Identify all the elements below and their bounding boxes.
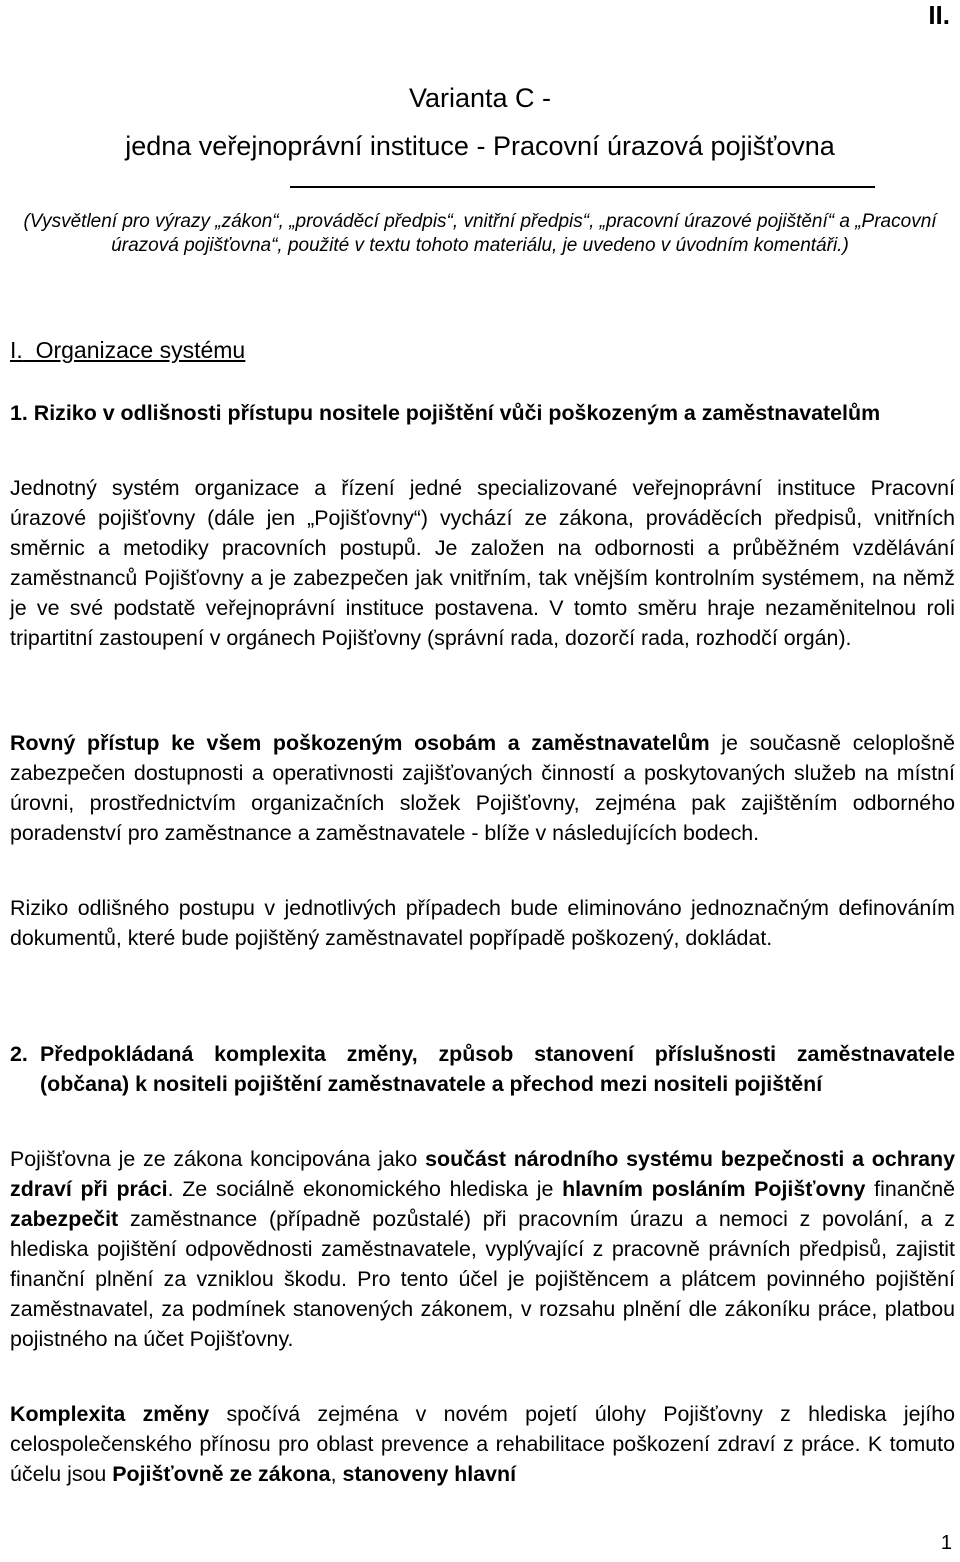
item2-p1-bold-b: součást národního systému bezpečnosti a ochrany zdraví při práci [10,1147,955,1201]
section-heading [10,337,245,364]
item2-p1-bold-f: zabezpečit [10,1207,119,1231]
explanatory-note: (Vysvětlení pro výrazy „zákon“, „prováděcí předpis“, vnitřní předpis“, „pracovní úrazové pojištění“ a „Pracovní úrazová pojišťovna“, použité v textu tohoto materiálu, je uvedeno v úvodním komentáři.) [23,211,937,256]
title-underline [290,186,875,188]
item2-number: 2. [10,1042,28,1066]
item2-heading [10,1039,955,1099]
page-title-line1: Varianta C - [408,83,552,113]
item2-p2-text-d: , [330,1462,343,1486]
item2-p2-text-b: spočívá zejména v novém pojetí úlohy Pojišťovny z hlediska jejího celospolečenského přínosu pro oblast prevence a rehabilitace poškození zdraví z práce. K tomuto účelu jsou [10,1402,955,1486]
item2-paragraph2 [10,1399,955,1489]
item2-heading-text: Předpokládaná komplexita změny, způsob stanovení příslušnosti zaměstnavatele (občana) k nositeli pojištění zaměstnavatele a přechod mezi nositeli pojištění [40,1042,955,1096]
item2-p2-bold-a: Komplexita změny [10,1402,210,1426]
item1-paragraph3: Riziko odlišného postupu v jednotlivých případech bude eliminováno jednoznačným definováním dokumentů, které bude pojištěný zaměstnavatel popřípadě poškozený, dokládat. [10,896,955,950]
item2-paragraph1 [10,1144,955,1354]
item2-p1-text-a: Pojišťovna je ze zákona koncipována jako [10,1147,426,1171]
section-number: I. [10,337,23,363]
item1-paragraph2-text: je současně celoplošně zabezpečen dostupnosti a operativnosti zajišťovaných činností a poskytovaných služeb na místní úrovni, prostřednictvím organizačních složek Pojišťovny, zejména pak zajištěním odborného poradenství pro zaměstnance a zaměstnavatele - blíže v následujících bodech. [10,731,955,845]
item2-p1-text-e: finančně [865,1177,955,1201]
item2-p2-bold-e: stanoveny hlavní [342,1462,517,1486]
item1-heading: 1. Riziko v odlišnosti přístupu nositele pojištění vůči poškozeným a zaměstnavatelům [10,401,881,425]
item2-p1-bold-d: hlavním posláním Pojišťovny [562,1177,866,1201]
item1-paragraph2-bold: Rovný přístup ke všem poškozeným osobám a zaměstnavatelům [10,731,710,755]
document-part-label: II. [928,0,950,30]
item1-paragraph1: Jednotný systém organizace a řízení jedné specializované veřejnoprávní instituce Pracovní úrazové pojišťovny (dále jen „Pojišťovny“) vychází ze zákona, prováděcích předpisů, vnitřních směrnic a metodiky pracovních postupů. Je založen na odbornosti a průběžném vzdělávání zaměstnanců Pojišťovny a je zabezpečen jak vnitřním, tak vnějším kontrolním systémem, na němž je ve své podstatě veřejnoprávní instituce postavena. V tomto směru hraje nezaměnitelnou roli tripartitní zastoupení v orgánech Pojišťovny (správní rada, dozorčí rada, rozhodčí orgán). [10,476,955,650]
item2-p1-text-c: . Ze sociálně ekonomického hlediska je [167,1177,563,1201]
section-title: Organizace systému [35,337,246,363]
item2-p1-text-g: zaměstnance (případně pozůstalé) při pracovním úrazu a nemoci z povolání, a z hlediska pojištění odpovědnosti zaměstnavatele, vyplývající z pracovně právních předpisů, zajistit finanční plnění za vzniklou škodu. Pro tento účel je pojištěncem a plátcem povinného pojištění zaměstnavatel, za podmínek stanovených zákonem, v rozsahu plnění dle zákoníku práce, platbou pojistného na účet Pojišťovny. [10,1207,955,1351]
page-title-line2: jedna veřejnoprávní instituce - Pracovní úrazová pojišťovna [125,131,835,161]
item1-paragraph2 [10,728,955,848]
item2-p2-bold-c: Pojišťovně ze zákona [112,1462,331,1486]
page-number: 1 [940,1532,952,1554]
